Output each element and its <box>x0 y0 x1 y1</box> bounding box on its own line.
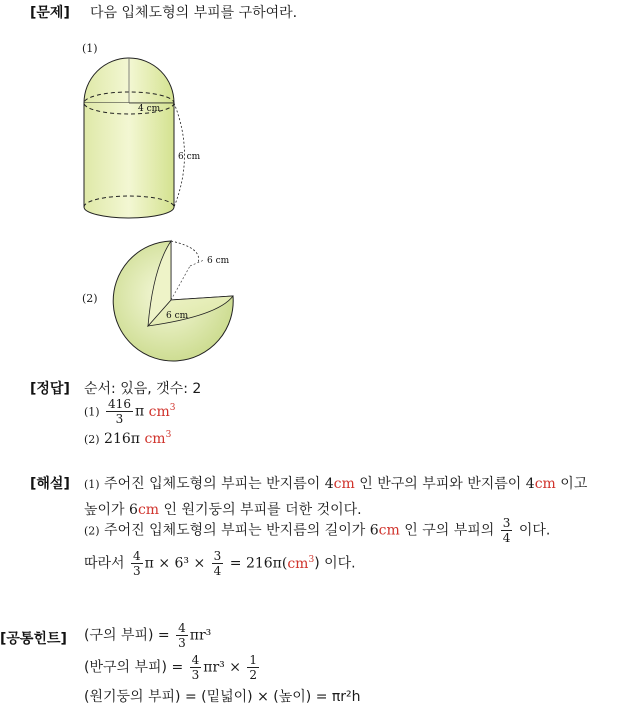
hint-label: [공통힌트] <box>0 631 67 647</box>
figure2-bottom-label: 6 cm <box>166 311 189 321</box>
answer-label: [정답] <box>30 381 70 397</box>
solution-line-1: (1) 주어진 입체도형의 부피는 반지름이 4cm 인 반구의 부피와 반지름이 4cm 이고 <box>84 476 588 492</box>
figure2-sphere-cut <box>108 238 268 363</box>
figure1-number: (1) <box>82 42 98 55</box>
solution-line-2: 높이가 6cm 인 원기둥의 부피를 더한 것이다. <box>84 502 362 518</box>
solution-line-4: 따라서 $\frac{4}{3}$ π × 6³ × $\frac{3}{4}$ = $216\pi(cm^3)$ 이다. <box>84 549 356 578</box>
cylinder-body <box>84 103 174 218</box>
answer-2: (2) 216π $cm^3$ <box>84 430 172 447</box>
solution-fraction-3-4: $\frac{3}{4}$ <box>502 516 511 545</box>
answer-1: (1) $\frac{416}{3}$ π $cm^3$ <box>84 397 176 426</box>
solution-line-3: (2) 주어진 입체도형의 부피는 반지름의 길이가 6cm 인 구의 부피의 $\frac{3}{4}$ 이다. <box>84 516 551 545</box>
problem-label: [문제] <box>30 5 70 21</box>
problem-text: 다음 입체도형의 부피를 구하여라. <box>90 5 298 21</box>
answer-1-fraction: $\frac{416}{3}$ <box>108 397 131 426</box>
figure1-radius-label: 4 cm <box>138 104 161 114</box>
figure2-top-label: 6 cm <box>207 256 230 266</box>
figure1-height-label: 6 cm <box>178 152 201 162</box>
answer-2-number: (2) <box>84 433 100 446</box>
figure1-cylinder-hemisphere <box>70 55 220 230</box>
answer-1-number: (1) <box>84 405 100 419</box>
hint-cylinder-volume: (원기둥의 부피) = (밑넓이) × (높이) = πr²h <box>84 689 361 705</box>
hint-sphere-volume: (구의 부피) = $\frac{4}{3}$ πr³ <box>84 621 212 650</box>
hint-hemisphere-volume: (반구의 부피) = $\frac{4}{3}$ πr³ × $\frac{1}{2}$ <box>84 653 258 682</box>
solution-label: [해설] <box>30 476 70 492</box>
figure2-number: (2) <box>82 292 98 305</box>
answer-order-info: 순서: 있음, 갯수: 2 <box>84 381 202 397</box>
